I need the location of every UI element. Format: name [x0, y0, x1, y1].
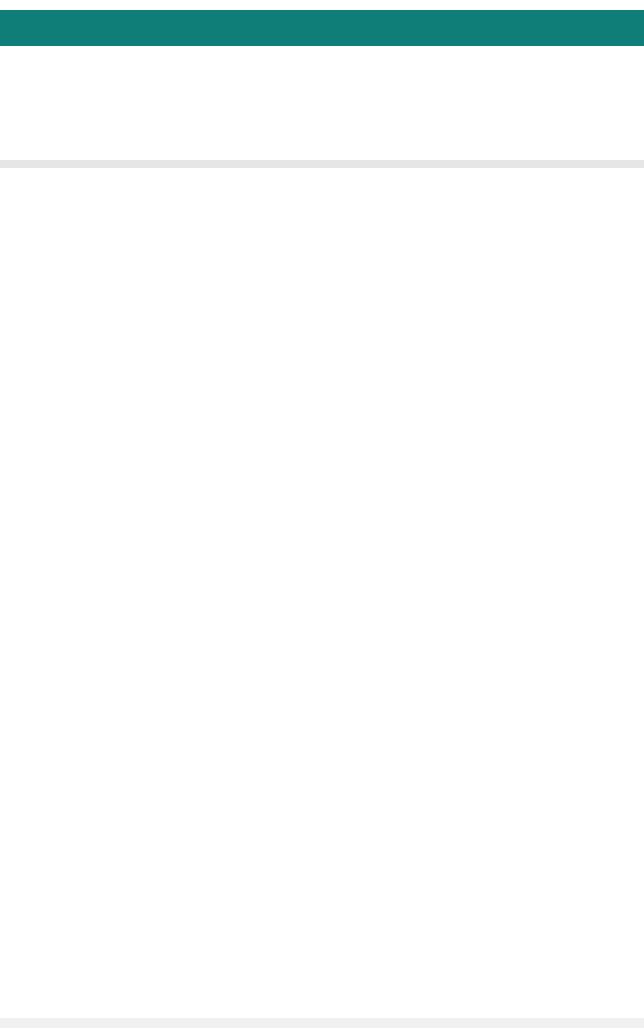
section-divider [0, 160, 644, 168]
trace-svg [60, 448, 540, 518]
comment-section [17, 680, 585, 737]
chromatogram [60, 412, 540, 512]
comment-paragraph-1 [17, 682, 585, 704]
bottom-border [0, 1018, 644, 1028]
comment-paragraph-2 [17, 716, 585, 738]
report-header [0, 10, 644, 46]
